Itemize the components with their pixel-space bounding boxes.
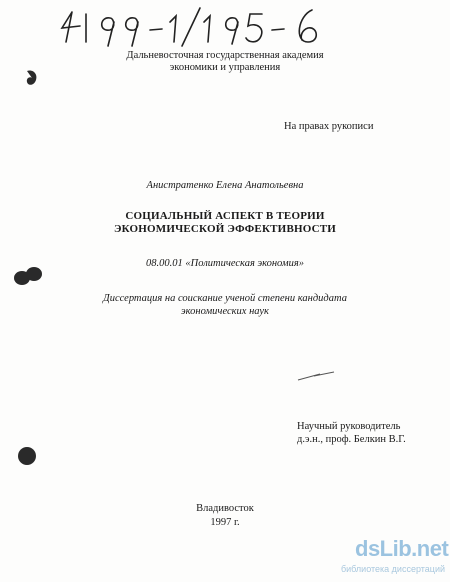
scan-artifact-mark xyxy=(296,370,336,382)
specialty-code: 08.00.01 «Политическая экономия» xyxy=(146,258,304,269)
watermark-caption: библиотека диссертаций xyxy=(340,564,445,574)
dissertation-title-line: ЭКОНОМИЧЕСКОЙ ЭФФЕКТИВНОСТИ xyxy=(113,223,337,235)
watermark-logo: dsLib.net xyxy=(355,536,449,561)
rights-note: На правах рукописи xyxy=(284,121,374,132)
degree-statement-line: экономических наук xyxy=(181,306,269,317)
watermark xyxy=(340,536,449,580)
publication-year: 1997 г. xyxy=(210,517,240,528)
city-name: Владивосток xyxy=(196,503,254,514)
author-name: Анистратенко Елена Анатольевна xyxy=(146,180,304,191)
scan-artifact-mark xyxy=(16,445,38,467)
institution-name-line: экономики и управления xyxy=(169,62,281,73)
institution-name-line: Дальневосточная государственная академия xyxy=(126,50,324,61)
supervisor-name: д.э.н., проф. Белкин В.Г. xyxy=(297,434,406,445)
supervisor-label: Научный руководитель xyxy=(297,421,401,432)
degree-statement-line: Диссертация на соискание ученой степени кандидата xyxy=(103,293,347,304)
handwritten-reference-mark xyxy=(58,4,328,48)
dissertation-title-line: СОЦИАЛЬНЫЙ АСПЕКТ В ТЕОРИИ xyxy=(125,210,325,222)
